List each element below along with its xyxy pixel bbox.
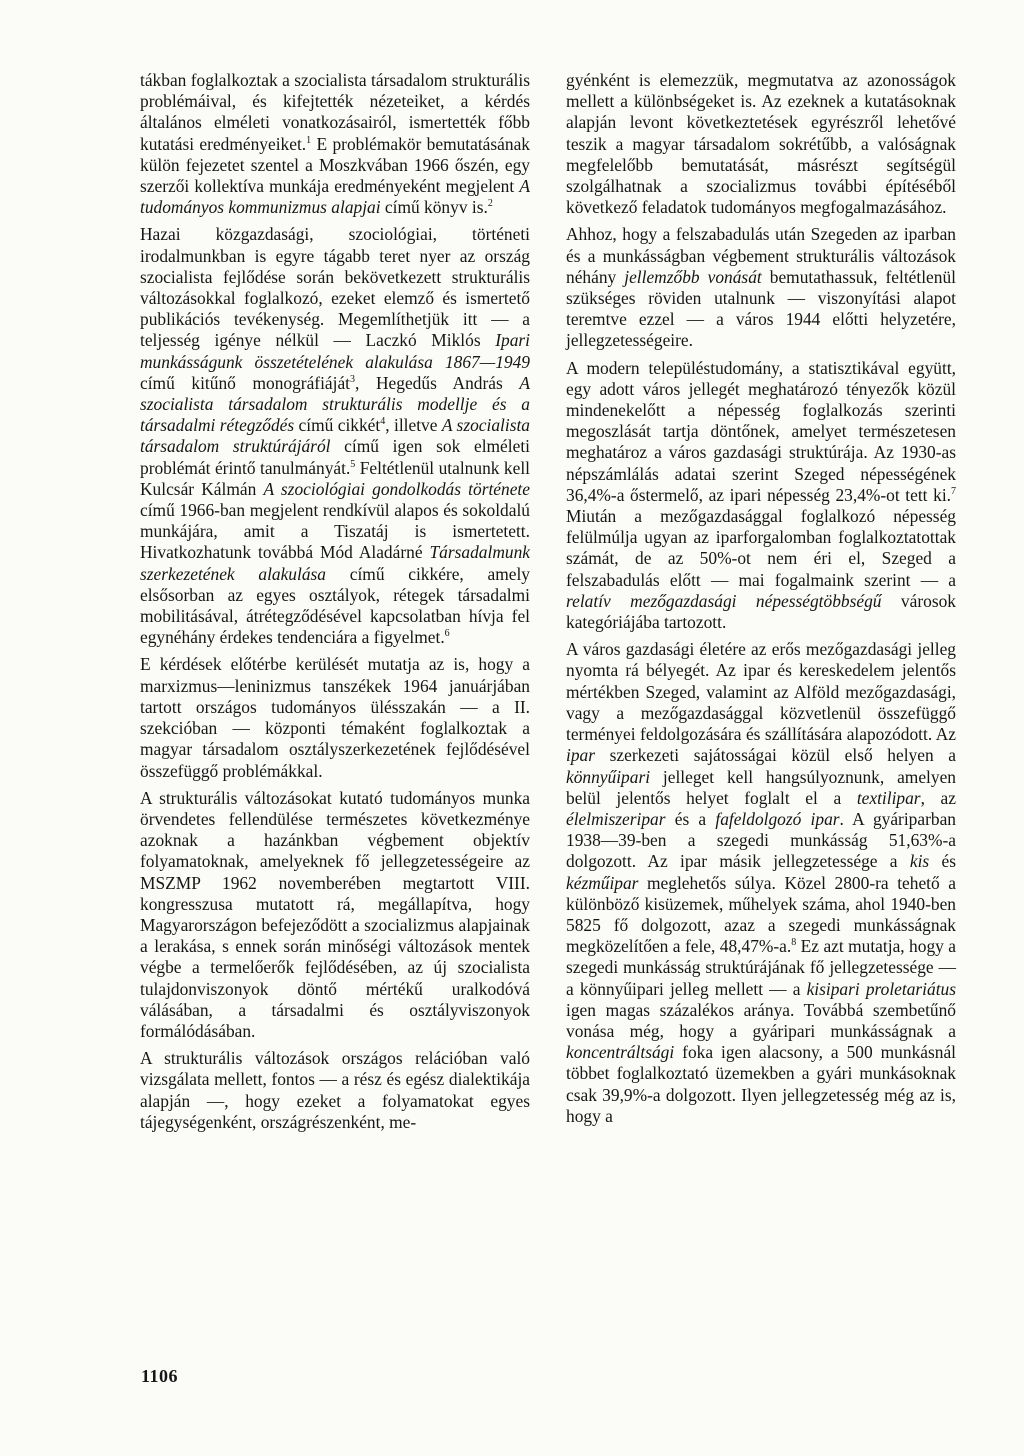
- left-column-paragraph: [140, 1048, 530, 1133]
- body-text: című 1966-ban megjelent rendkívül alapos és sokoldalú munkájára, amit a Tiszatáj is ismertetett. Hivatkozhatunk továbbá Mód Aladárné: [140, 500, 530, 563]
- italic-title: fafeldolgozó ipar: [715, 808, 840, 829]
- left-column-paragraph: [140, 70, 530, 218]
- body-text: E problémakör bemutatásának külön fejezetet szentel a Moszkvában 1966 őszén, egy szerzői kollektíva munkája eredményeként megjelent: [140, 133, 530, 197]
- body-text: A modern településtudomány, a statisztikával együtt, egy adott város jellegét meghatározó tényezők közül mindenekelőtt a népesség foglalkozás szerinti megoszlását tartja döntőnek, amelyet természetesen meghatároz a város gazdasági struktúrája. Az 1930-as népszámlálás adatai szerint Szeged népességének 36,4%-a őstermelő, az ipari népesség 23,4%-ot tett ki.: [566, 357, 956, 505]
- body-text: . A gyáriparban 1938—39-ben a szegedi munkásság 51,63%-a dolgozott. Az ipar másik jellegzetessége a: [566, 808, 956, 872]
- italic-title: textilipar: [856, 787, 921, 808]
- right-column-paragraph: [566, 639, 956, 1127]
- italic-title: A tudományos kommunizmus alapjai: [140, 176, 530, 218]
- italic-title: A szocialista társadalom struktúrájáról: [140, 415, 530, 457]
- right-column-paragraph: [566, 70, 956, 218]
- body-text: Miután a mezőgazdasággal foglalkozó népesség felülmúlja ugyan az iparforgalomban foglalkoztatottak számát, de az 50%-ot nem éri el, Szeged a felszabadulás előtt — mai fogalmaink szerint — a: [566, 506, 956, 590]
- italic-title: kis: [909, 851, 930, 872]
- body-text: című kitűnő monográfiáját: [140, 372, 351, 393]
- footnote-reference: 1: [306, 134, 312, 146]
- left-column-paragraph: [140, 224, 530, 648]
- left-column-paragraph: [140, 788, 530, 1042]
- footnote-reference: 6: [444, 628, 450, 640]
- footnote-reference: 7: [951, 485, 956, 497]
- body-text: , az: [920, 787, 956, 808]
- page-number: 1106: [141, 1366, 179, 1386]
- italic-title: jellemzőbb vonását: [624, 266, 762, 287]
- body-text: és: [929, 851, 956, 872]
- italic-title: koncentráltsági: [566, 1042, 675, 1063]
- body-text: Hazai közgazdasági, szociológiai, történeti irodalmunkban is egyre tágabb teret nyer az ország szocialista fejlődése során bekövetkezett strukturális változásokkal foglalkozó, ezeket elemző és ismertető publikációs tevékenység. Megemlíthetjük itt — a teljesség igénye nélkül — Laczkó Miklós: [140, 224, 530, 351]
- body-text: igen magas százalékos aránya. Továbbá szembetűnő vonása még, hogy a gyáripari munkásságnak a: [566, 999, 956, 1041]
- body-text: meglehetős súlya. Közel 2800-ra tehető a különböző kisüzemek, műhelyek száma, ahol 1940-ben 5825 fő dolgozott, azaz a szegedi munkásságnak megközelítően a fele, 48,47%-a.: [566, 872, 956, 957]
- body-text: A strukturális változások országos relációban való vizsgálata mellett, fontos — a rész és egész dialektikája alapján —, hogy ezeket a folyamatokat egyes tájegységenként, országrészenként, me-: [140, 1048, 530, 1132]
- footnote-reference: 4: [380, 416, 386, 428]
- body-text: foka igen alacsony, a 500 munkásnál többet foglalkoztató üzemekben a gyári munkásoknak csak 39,9%-a dolgozott. Ilyen jellegzetesség még az is, hogy a: [566, 1042, 956, 1126]
- left-column-paragraph: [140, 654, 530, 781]
- body-text: Ahhoz, hogy a felszabadulás után Szegeden az iparban és a munkásságban végbement strukturális változások néhány: [566, 224, 956, 287]
- italic-title: kézműipar: [566, 872, 639, 893]
- italic-title: könnyűipari: [566, 766, 651, 787]
- body-text: című könyv is.: [380, 197, 488, 218]
- body-text: című cikkét: [294, 415, 381, 436]
- body-text: című igen sok elméleti problémát érintő tanulmányát.: [140, 436, 530, 478]
- body-text: jelleget kell hangsúlyoznunk, amelyen belül jelentős helyet foglalt el a: [566, 766, 956, 808]
- right-column: [566, 70, 956, 1133]
- body-text: A város gazdasági életére az erős mezőgazdasági jelleg nyomta rá bélyegét. Az ipar és kereskedelem jelentős mértékben Szeged, valamint az Alföld mezőgazdasági, vagy a mezőgazdasággal közvetlenül összefüggő terményei feldolgozására és szállítására alapozódott. Az: [566, 639, 956, 745]
- right-column-paragraph: [566, 224, 956, 351]
- italic-title: ipar: [566, 745, 595, 766]
- body-text: Ez azt mutatja, hogy a szegedi munkásság struktúrájának fő jellegzetessége — a könnyűipari jelleg mellett — a: [566, 936, 956, 999]
- left-column: [140, 70, 530, 1139]
- italic-title: relatív mezőgazdasági népességtöbbségű: [566, 590, 882, 611]
- footnote-reference: 3: [350, 373, 356, 385]
- body-text: című cikkére, amely elsősorban az egyes osztályok, rétegek társadalmi mobilitásával, átrétegződésével kapcsolatban hívja fel egynéhány érdekes tendenciára a figyelmet.: [140, 563, 530, 648]
- italic-title: A szociológiai gondolkodás története: [263, 478, 530, 499]
- body-text: , Hegedűs András: [355, 372, 520, 393]
- body-text: , illetve: [385, 415, 442, 436]
- italic-title: kisipari proletariátus: [806, 978, 957, 999]
- footnote-reference: 2: [487, 198, 493, 210]
- body-text: A strukturális változásokat kutató tudományos munka örvendetes fellendülése természetes következménye azoknak a hazánkban végbement objektív folyamatoknak, amelyeknek fő jellegzetességeire az MSZMP 1962 novemberében megtartott VIII. kongresszusa mutatott rá, megállapítva, hogy Magyarországon befejeződött a szocializmus alapjainak a lerakása, s ennek során minőségi változások mentek végbe a termelőerők fejlődésében, az új szocialista tulajdonviszonyok döntő mértékű uralkodóvá válásában, a társadalmi és osztályviszonyok formálódásában.: [140, 787, 530, 1041]
- body-text: gyénként is elemezzük, megmutatva az azonosságok mellett a különbségeket is. Az ezeknek a kutatásoknak alapján levont következtetések egyrészről lehetővé teszik a magyar társadalom sokrétűbb, a valóságnak megfelelőbb bemutatását, másrészt segítségül szolgálhatnak a szocializmus további építéséből következő feladatok tudományos megfogalmazásához.: [566, 70, 956, 218]
- body-text: és a: [665, 808, 716, 829]
- italic-title: Társadalmunk szerkezetének alakulása: [140, 542, 530, 584]
- body-text: szerkezeti sajátosságai közül első helyen a: [595, 745, 956, 766]
- italic-title: A szocialista társadalom strukturális modellje és a társadalmi rétegződés: [140, 372, 530, 436]
- body-text: Feltétlenül utalnunk kell Kulcsár Kálmán: [140, 457, 530, 499]
- footnote-reference: 5: [350, 458, 356, 470]
- footnote-reference: 8: [791, 937, 797, 949]
- body-text: tákban foglalkoztak a szocialista társadalom strukturális problémáival, és kifejtették nézeteiket, a kérdés általános elméleti vonatkozásairól, ismertették főbb kutatási eredményeiket.: [140, 70, 530, 154]
- body-text: városok kategóriájába tartozott.: [566, 590, 956, 633]
- body-text: E kérdések előtérbe kerülését mutatja az is, hogy a marxizmus—leninizmus tanszékek 1964 januárjában tartott országos tudományos ülésszakán — a II. szekcióban — központi témaként foglalkoztak a magyar társadalom osztályszerkezetének fejlődésével összefüggő problémákkal.: [140, 654, 530, 781]
- body-text: bemutathassuk, feltétlenül szükséges röviden utalnunk — viszonyítási alapot teremtve ezzel — a város 1944 előtti helyzetére, jellegzetességeire.: [566, 266, 956, 351]
- italic-title: Ipari munkásságunk összetételének alakulása 1867—1949: [140, 330, 530, 372]
- right-column-paragraph: [566, 358, 956, 634]
- italic-title: élelmiszeripar: [566, 808, 666, 829]
